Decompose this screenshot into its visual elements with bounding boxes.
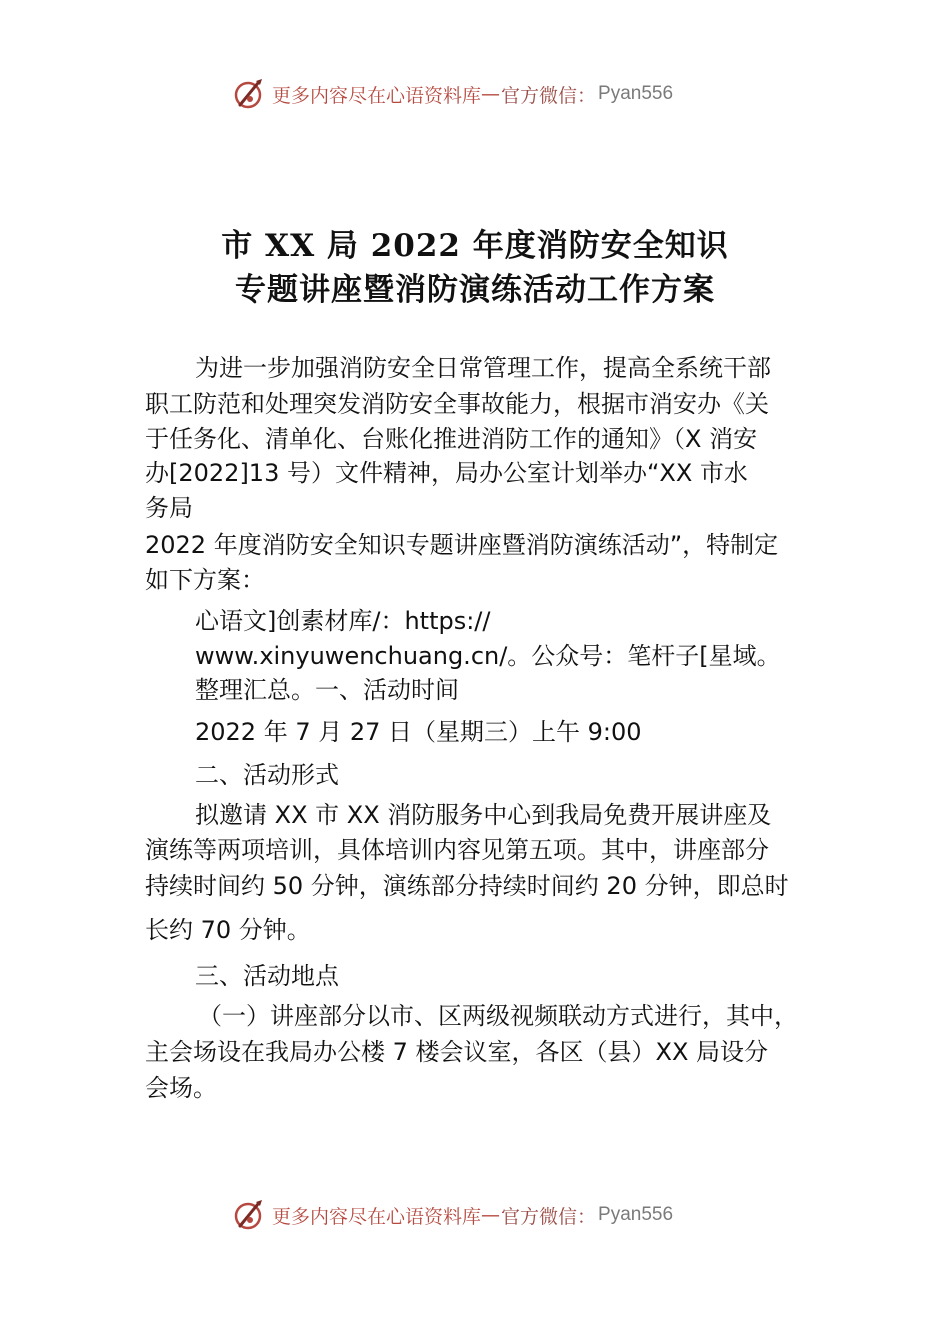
watermark-wechat-id: Pyan556: [598, 1204, 674, 1225]
section2-line: 长约 70 分钟。: [145, 916, 311, 944]
section2-line: 拟邀请 XX 市 XX 消防服务中心到我局免费开展讲座及: [195, 801, 772, 829]
source-note-line: www.xinyuwenchuang.cn/。公众号：笔杆子[星域。: [195, 642, 781, 670]
section2-line: 持续时间约 50 分钟，演练部分持续时间约 20 分钟，即总时: [145, 872, 789, 900]
brush-logo-icon: [232, 77, 266, 111]
section-heading: 二、活动形式: [195, 761, 339, 789]
brush-logo-icon: [232, 1198, 266, 1232]
section2-line: 演练等两项培训，具体培训内容见第五项。其中，讲座部分: [145, 836, 769, 864]
section-heading: 三、活动地点: [195, 962, 339, 990]
watermark-text: 更多内容尽在心语资料库: [272, 1205, 482, 1228]
intro-line: 务局: [145, 494, 193, 522]
watermark-label: 官方微信：: [501, 84, 597, 107]
watermark-separator: —: [481, 83, 500, 105]
watermark-label: 官方微信：: [501, 1205, 597, 1228]
source-note-line: 心语文]创素材库/：https://: [195, 607, 491, 635]
document-title-line-1: 市 XX 局 2022 年度消防安全知识: [221, 228, 729, 264]
watermark-wechat-id: Pyan556: [598, 83, 674, 104]
intro-line: 2022 年度消防安全知识专题讲座暨消防演练活动”，特制定: [145, 531, 779, 559]
activity-time: 2022 年 7 月 27 日（星期三）上午 9:00: [195, 718, 642, 746]
document-title-line-2: 专题讲座暨消防演练活动工作方案: [235, 272, 715, 308]
watermark-separator: —: [481, 1204, 500, 1226]
watermark-text: 更多内容尽在心语资料库: [272, 84, 482, 107]
watermark-banner-bottom: [232, 1195, 673, 1235]
intro-line: 于任务化、清单化、台账化推进消防工作的通知》（X 消安: [145, 425, 758, 453]
source-note-line: 整理汇总。一、活动时间: [195, 676, 459, 704]
watermark-banner-top: [232, 74, 673, 114]
intro-line: 职工防范和处理突发消防安全事故能力，根据市消安办《关: [145, 390, 769, 418]
intro-line: 如下方案：: [145, 566, 265, 594]
section3-line: 会场。: [145, 1074, 217, 1102]
section3-line: 主会场设在我局办公楼 7 楼会议室，各区（县）XX 局设分: [145, 1038, 769, 1066]
intro-line: 办[2022]13 号）文件精神，局办公室计划举办“XX 市水: [145, 459, 748, 487]
intro-line: 为进一步加强消防安全日常管理工作，提高全系统干部: [195, 354, 771, 382]
section3-line: （一）讲座部分以市、区两级视频联动方式进行，其中，: [198, 1002, 798, 1030]
